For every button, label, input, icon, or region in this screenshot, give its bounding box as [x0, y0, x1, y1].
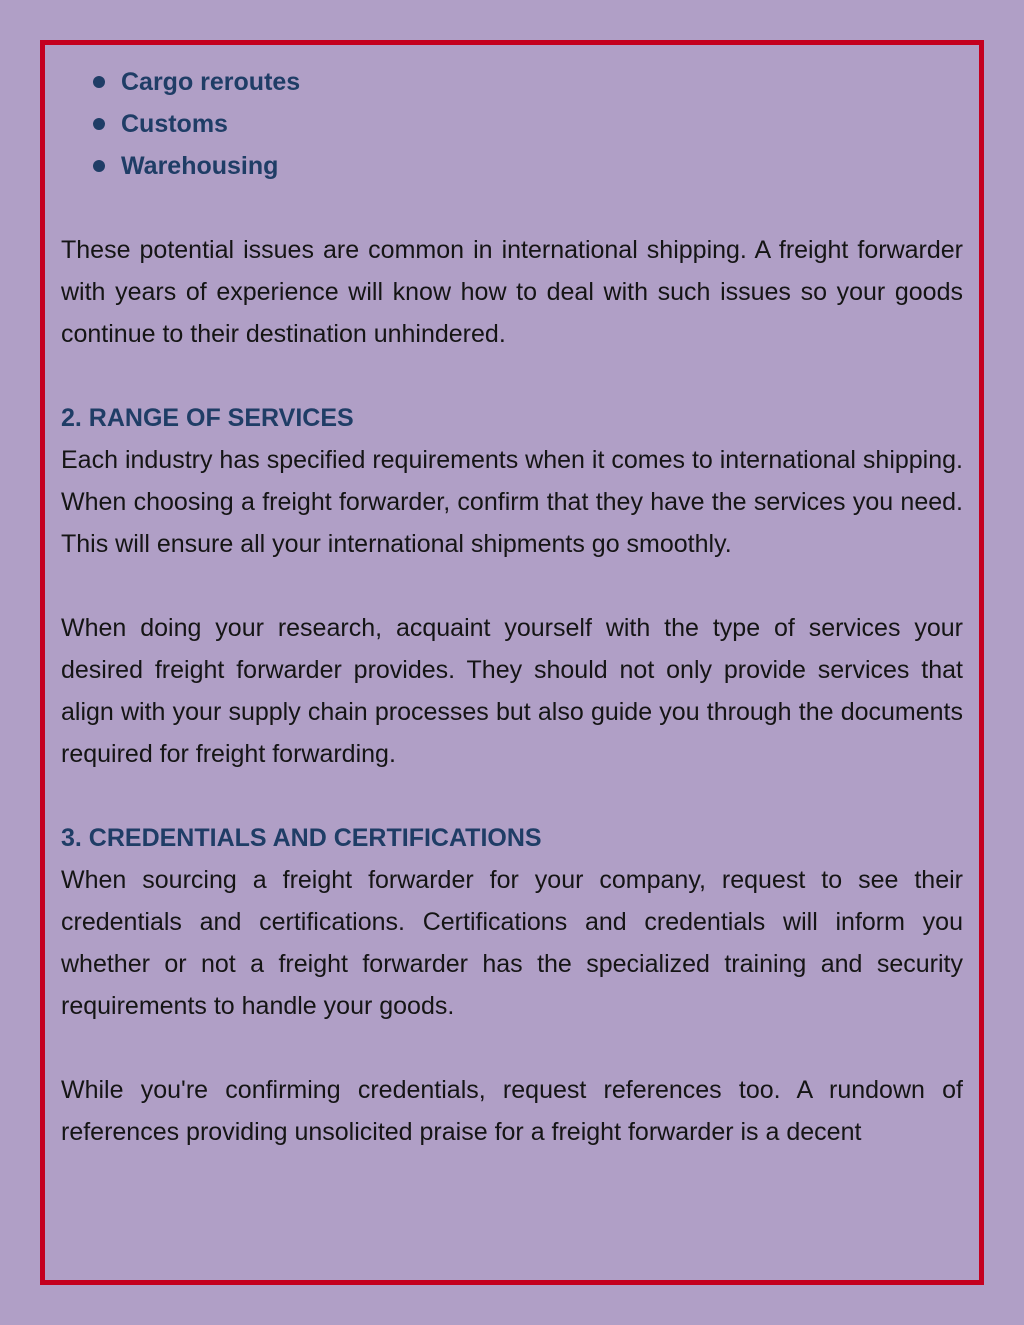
list-item: [61, 103, 963, 145]
bullet-icon: [93, 160, 105, 172]
page-border-frame: [40, 40, 984, 1285]
list-item: [61, 145, 963, 187]
issues-bullet-list: [61, 61, 963, 187]
bullet-text: Cargo reroutes: [121, 68, 301, 96]
intro-paragraph: These potential issues are common in international shipping. A freight forwarder with years of experience will know how to deal with such issues so your goods continue to their destination unhindered.: [61, 236, 963, 348]
document-content: [61, 61, 963, 1153]
bullet-text: Customs: [121, 110, 228, 138]
section-range-of-services: [61, 397, 963, 775]
bullet-text: Warehousing: [121, 152, 279, 180]
section-paragraph: Each industry has specified requirements when it comes to international shipping. When choosing a freight forwarder, confirm that they have the services you need. This will ensure all your international shipments go smoothly.: [61, 446, 963, 558]
section-paragraph: When sourcing a freight forwarder for your company, request to see their credentials and certifications. Certifications and credentials will inform you whether or not a freight forwarder has the specialized training and security requirements to handle your goods.: [61, 866, 963, 1020]
section-paragraph: When doing your research, acquaint yourself with the type of services your desired freight forwarder provides. They should not only provide services that align with your supply chain processes but also guide you through the documents required for freight forwarding.: [61, 614, 963, 768]
section-heading: 2. RANGE OF SERVICES: [61, 404, 354, 432]
section-credentials: [61, 817, 963, 1153]
list-item: [61, 61, 963, 103]
section-heading: 3. CREDENTIALS AND CERTIFICATIONS: [61, 824, 542, 852]
section-paragraph: While you're confirming credentials, request references too. A rundown of references providing unsolicited praise for a freight forwarder is a decent: [61, 1076, 963, 1146]
bullet-icon: [93, 118, 105, 130]
bullet-icon: [93, 76, 105, 88]
